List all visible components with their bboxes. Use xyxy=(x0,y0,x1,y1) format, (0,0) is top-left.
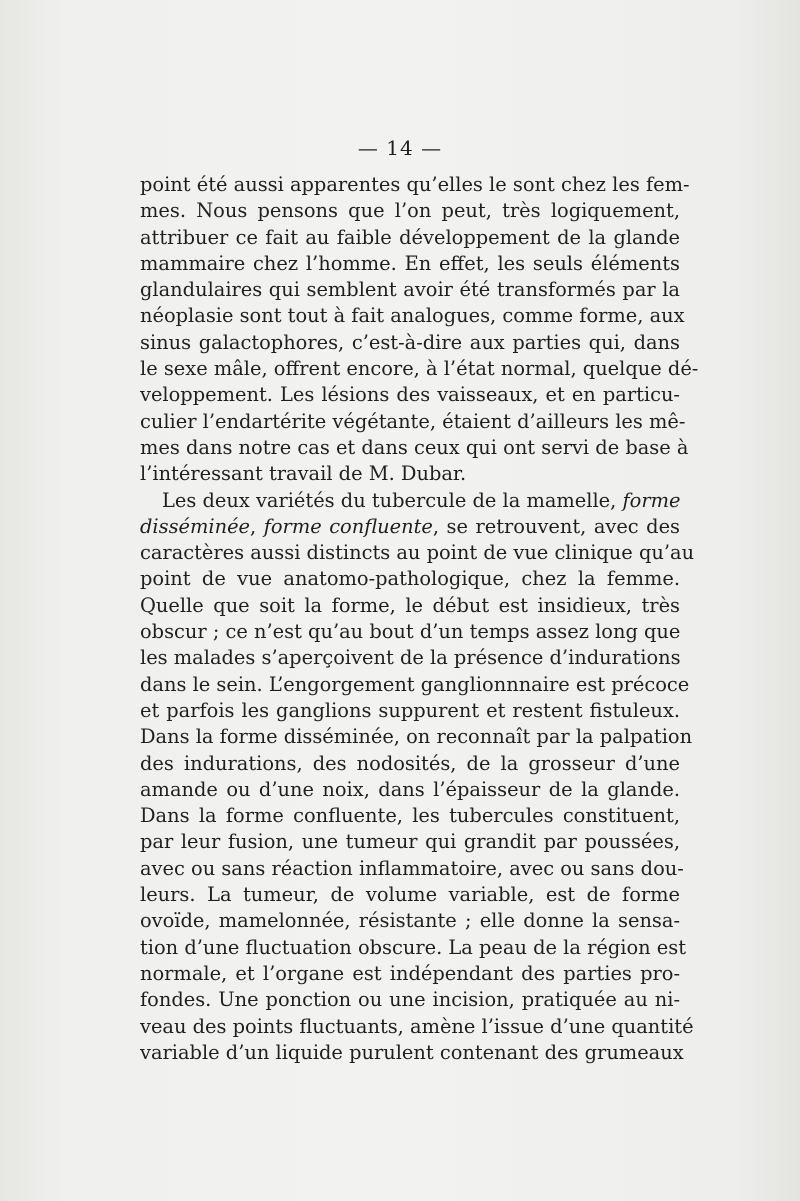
text-line: et parfois les ganglions suppurent et restent fistuleux. xyxy=(140,698,680,722)
text-line: normale, et l’organe est indépendant des parties pro- xyxy=(140,961,680,985)
text-line: fondes. Une ponction ou une incision, pratiquée au ni- xyxy=(140,988,680,1012)
text-line: les malades s’aperçoivent de la présence d’indurations xyxy=(140,646,681,670)
text-line: amande ou d’une noix, dans l’épaisseur de la glande. xyxy=(140,777,680,801)
text-run: , se retrouvent, avec des xyxy=(432,514,681,538)
text-line: ovoïde, mamelonnée, résistante ; elle donne la sensa- xyxy=(140,909,680,933)
text-line: Dans la forme confluente, les tubercules constituent, xyxy=(140,804,680,828)
text-line: point de vue anatomo-pathologique, chez la femme. xyxy=(140,567,680,591)
text-line: variable d’un liquide purulent contenant des grumeaux xyxy=(140,1040,684,1064)
text-line: tion d’une fluctuation obscure. La peau de la région est xyxy=(140,935,686,959)
text-line: le sexe mâle, offrent encore, à l’état normal, quelque dé- xyxy=(140,357,699,381)
italic-term: forme confluente xyxy=(263,514,433,538)
text-line-mixed xyxy=(140,488,680,514)
text-line: sinus galactophores, c’est-à-dire aux parties qui, dans xyxy=(140,330,680,354)
text-line: par leur fusion, une tumeur qui grandit par poussées, xyxy=(140,830,680,854)
text-line: mes dans notre cas et dans ceux qui ont servi de base à xyxy=(140,435,689,459)
text-run: , xyxy=(250,514,264,538)
italic-term: forme xyxy=(622,488,681,512)
text-line: attribuer ce fait au faible développement de la glande xyxy=(140,225,680,249)
text-line-mixed xyxy=(140,514,680,540)
text-line: mes. Nous pensons que l’on peut, très logiquement, xyxy=(140,199,680,223)
text-line: glandulaires qui semblent avoir été transformés par la xyxy=(140,278,680,302)
text-line: leurs. La tumeur, de volume variable, est de forme xyxy=(140,883,680,907)
body-text xyxy=(140,172,699,1066)
italic-term: disséminée xyxy=(140,514,251,538)
text-line: des indurations, des nodosités, de la grosseur d’une xyxy=(140,751,680,775)
text-line: mammaire chez l’homme. En effet, les seuls éléments xyxy=(140,251,680,275)
text-line: avec ou sans réaction inflammatoire, avec ou sans dou- xyxy=(140,856,684,880)
paragraph-2 xyxy=(140,488,695,1067)
text-line: dans le sein. L’engorgement ganglionnnaire est précoce xyxy=(140,672,690,696)
paragraph-1 xyxy=(140,172,699,488)
text-line: veloppement. Les lésions des vaisseaux, et en particu- xyxy=(140,383,680,407)
text-line: obscur ; ce n’est qu’au bout d’un temps assez long que xyxy=(140,620,681,644)
text-line: l’intéressant travail de M. Dubar. xyxy=(140,462,467,486)
page-number: — 14 — xyxy=(357,136,443,160)
text-line: caractères aussi distincts au point de vue clinique qu’au xyxy=(140,541,695,565)
text-line: culier l’endartérite végétante, étaient d’ailleurs les mê- xyxy=(140,409,686,433)
text-line: néoplasie sont tout à fait analogues, comme forme, aux xyxy=(140,304,685,328)
text-line: Quelle que soit la forme, le début est insidieux, très xyxy=(140,593,680,617)
text-line: point été aussi apparentes qu’elles le sont chez les fem- xyxy=(140,173,690,196)
text-line: Dans la forme disséminée, on reconnaît par la palpation xyxy=(140,725,693,749)
text-line: veau des points fluctuants, amène l’issue d’une quantité xyxy=(140,1014,694,1038)
text-run: Les deux variétés du tubercule de la mamelle, xyxy=(162,488,623,512)
